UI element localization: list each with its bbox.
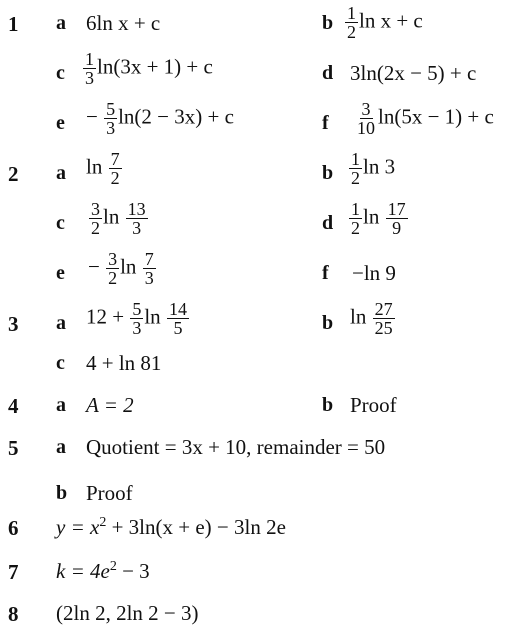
answer-expression: 6ln x + c xyxy=(86,11,161,35)
part-label: f xyxy=(322,112,329,134)
answer-expression: Proof xyxy=(350,393,397,417)
answer-expression: A = 2 xyxy=(86,393,134,417)
q1-row-ab xyxy=(0,4,510,44)
q7-row xyxy=(0,556,510,596)
answer-expression: Quotient = 3x + 10, remainder = 50 xyxy=(86,435,386,459)
answer-expression: $\frac{1}{3}$ ln(3x + 1) + c xyxy=(85,49,213,88)
part-label: a xyxy=(56,162,66,184)
q2-row-ef xyxy=(0,250,510,290)
answer-expression: $\frac{1}{2}$ ln 3 xyxy=(351,149,396,188)
question-number: 7 xyxy=(8,560,19,584)
answer-expression: 12 + $\frac{5}{3}$ ln $\frac{14}{5}$ xyxy=(86,299,187,338)
answer-expression: $y = x^2 + 3\ln(x + e) - 3\ln$ 2e xyxy=(56,515,286,539)
part-label: a xyxy=(56,394,66,416)
q1-row-ef xyxy=(0,100,510,140)
part-label: c xyxy=(56,352,65,374)
part-label: b xyxy=(322,394,334,416)
answer-expression: −ln 9 xyxy=(352,261,396,285)
part-label: a xyxy=(56,12,66,34)
answer-expression: − $\frac{5}{3}$ ln(2 − 3x) + c xyxy=(86,99,234,138)
answer-expression: $\frac{1}{2}$ ln x + c xyxy=(347,3,423,42)
part-label: a xyxy=(56,436,66,458)
q2-row-cd xyxy=(0,200,510,240)
q6-row xyxy=(0,512,510,552)
answer-expression: $\frac{1}{2}$ ln $\frac{17}{9}$ xyxy=(351,199,406,238)
part-label: c xyxy=(56,212,65,234)
answer-expression: (2ln 2, 2ln 2 − 3) xyxy=(56,601,199,625)
question-number: 2 xyxy=(8,162,19,186)
q5-row-a xyxy=(0,432,510,472)
part-label: a xyxy=(56,312,66,334)
part-label: e xyxy=(56,262,65,284)
question-number: 3 xyxy=(8,312,19,336)
question-number: 8 xyxy=(8,602,19,626)
answer-expression: Proof xyxy=(86,481,133,505)
part-label: b xyxy=(322,12,334,34)
q4-row xyxy=(0,390,510,430)
question-number: 4 xyxy=(8,394,19,418)
answer-expression: $\frac{3}{2}$ ln $\frac{13}{3}$ xyxy=(91,199,146,238)
q1-row-cd xyxy=(0,50,510,90)
q3-row-c xyxy=(0,348,510,388)
question-number: 6 xyxy=(8,516,19,540)
question-number: 1 xyxy=(8,12,19,36)
part-label: d xyxy=(322,212,334,234)
answer-expression: 4 + ln 81 xyxy=(86,351,162,375)
part-label: b xyxy=(322,162,334,184)
q3-row-ab xyxy=(0,300,510,340)
question-number: 5 xyxy=(8,436,19,460)
part-label: d xyxy=(322,62,334,84)
part-label: e xyxy=(56,112,65,134)
part-label: f xyxy=(322,262,329,284)
answer-expression: $k = 4e^2 - 3$ xyxy=(56,559,150,583)
q8-row xyxy=(0,598,510,638)
part-label: b xyxy=(322,312,334,334)
part-label: c xyxy=(56,62,65,84)
q2-row-ab xyxy=(0,150,510,190)
answer-expression: ln $\frac{7}{2}$ xyxy=(86,149,120,188)
answer-expression: $\frac{3}{10}$ ln(5x − 1) + c xyxy=(357,99,494,138)
part-label: b xyxy=(56,482,68,504)
answer-expression: − $\frac{3}{2}$ ln $\frac{7}{3}$ xyxy=(88,249,154,288)
answer-expression: 3ln(2x − 5) + c xyxy=(350,61,477,85)
answer-expression: ln $\frac{27}{25}$ xyxy=(350,299,393,338)
